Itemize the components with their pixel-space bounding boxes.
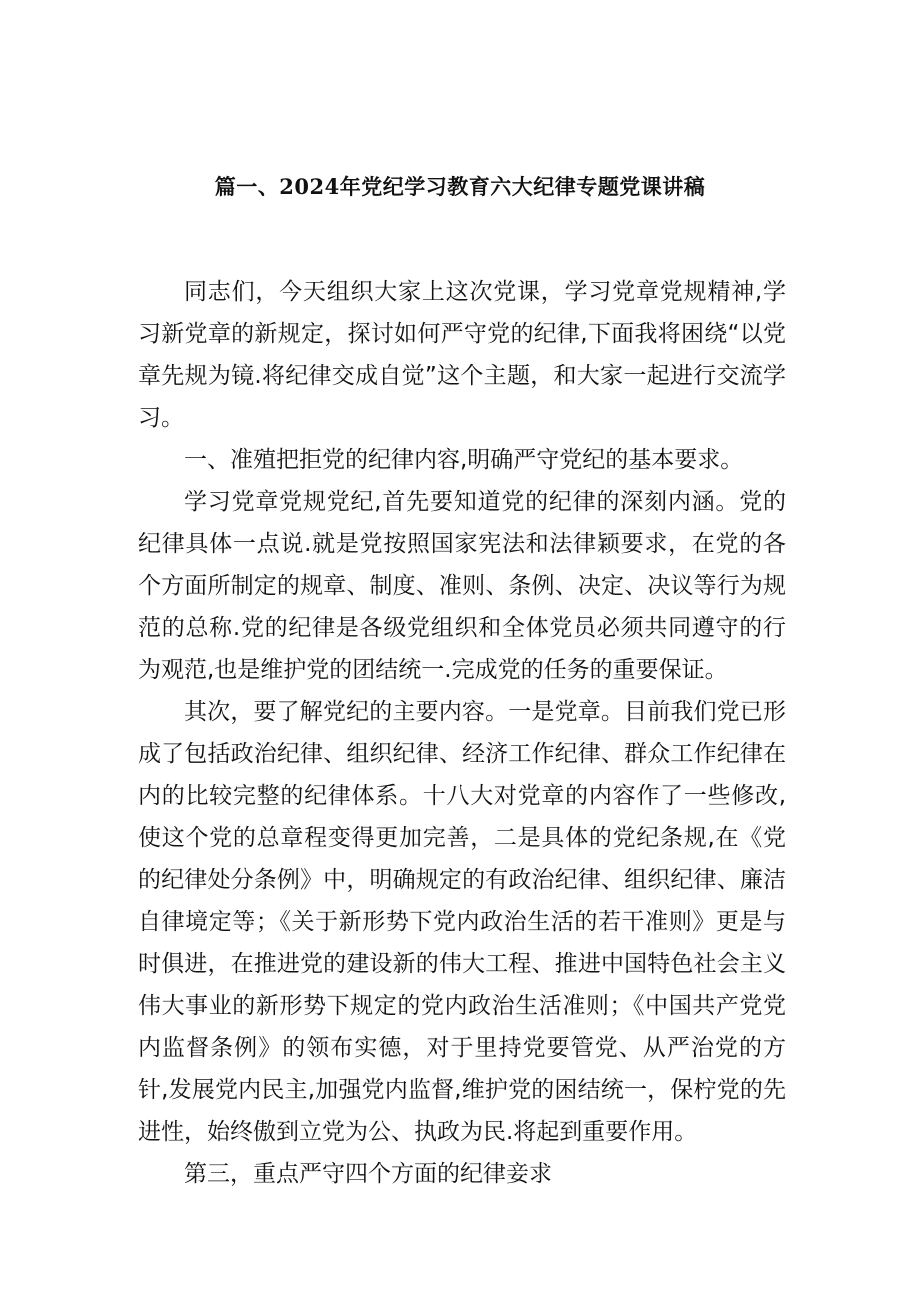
paragraph-section-one-heading: 一、准殖把拒党的纪律内容,明确严守党纪的基本要求。 — [184, 447, 744, 473]
paragraph-opening: 同志们，今天组织大家上这次党课，学习党章党规精神,学习新党章的新规定，探讨如何严守党的纪律,下面我将困绕“以党章先规为镜.将纪律交成自觉”这个主题，和大家一起进行交流学习。 — [138, 279, 786, 431]
paragraph-discipline-content: 其次，要了解党纪的主要内容。一是党章。目前我们党已形成了包括政治纪律、组织纪律、经济工作纪律、群众工作纪律在内的比较完整的纪律体系。十八大对党章的内容作了一些修改,使这个党的总章程变得更加完善，二是具体的党纪条规,在《党的纪律处分条例》中，明确规定的有政治纪律、组织纪律、廉洁自律境定等；《关于新形势下党内政治生活的若干准则》更是与时俱进，在推进党的建设新的伟大工程、推进中国特色社会主义伟大事业的新形势下规定的党内政治生活准则；《中国共产党党内监督条例》的领布实德，对于里持党要管党、从严治党的方针,发展党内民主,加强党内监督,维护党的困结统一，保柠党的先进性，始终傲到立党为公、执政为民.将起到重要作用。 — [138, 699, 786, 1145]
document-title: 篇一、2024年党纪学习教育六大纪律专题党课讲稿 — [214, 174, 706, 199]
paragraph-third-point: 第三，重点严守四个方面的纪律妾求 — [184, 1161, 552, 1187]
paragraph-discipline-meaning: 学习党章党规党纪,首先要知道党的纪律的深刻内涵。党的纪律具体一点说.就是党按照国家宪法和法律颖要求，在党的各个方面所制定的规章、制度、准则、条例、决定、决议等行为规范的总称.党的纪律是各级党组织和全体党员必须共同遵守的行为观范,也是维护党的团结统一.完成党的任务的重要保证。 — [138, 489, 786, 683]
document-body — [138, 271, 786, 1195]
